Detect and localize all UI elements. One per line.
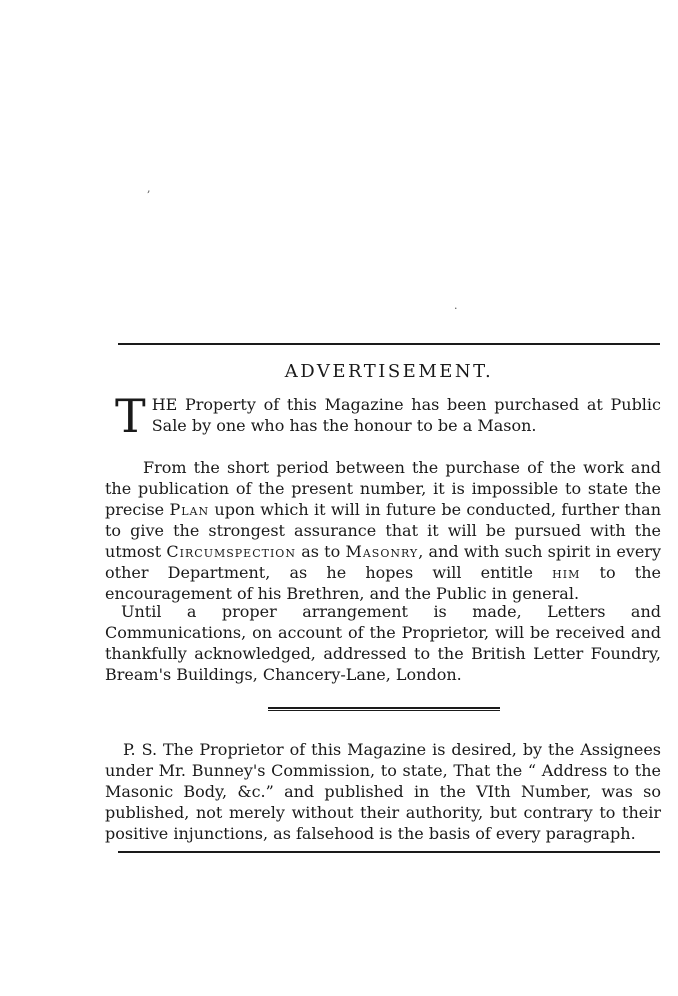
paragraph-1 [105, 389, 661, 443]
him-smallcaps: him [552, 563, 581, 582]
paragraph-1-text: HE Property of this Magazine has been purchased at Public Sale by one who has the honour to be a Mason. [151, 395, 661, 435]
paragraph-3: Until a proper arrangement is made, Letters and Communications, on account of the Proprietor, will be received and thankfully acknowledged, addressed to the British Letter Foundry, Bream's Buildings, Chancery-Lane, London. [105, 602, 661, 684]
paragraph-2-text-a: From the short period between the purchase of the work and the publication of the present number, it is impossible to state the precise [105, 458, 661, 519]
masonry-smallcaps: Masonry [345, 542, 419, 561]
top-rule [118, 343, 660, 345]
paragraph-2-text-d: , and with such spirit in every other Department, as he hopes will entitle [105, 542, 661, 582]
circumspection-smallcaps: Circumspection [166, 542, 296, 561]
paragraph-2-text-e: to the encouragement of his Brethren, and the Public in general. [105, 563, 662, 603]
section-divider [268, 707, 500, 711]
plan-smallcaps: Plan [169, 500, 210, 519]
bottom-rule [118, 851, 660, 853]
ink-speck: . [454, 299, 458, 312]
ink-speck: , [147, 182, 151, 195]
drop-cap: T [115, 389, 146, 443]
postscript: P. S. The Proprietor of this Magazine is desired, by the Assignees under Mr. Bunney's Commission, to state, That the “ Address to the Masonic Body, &c.” and published in the VIth Number, was so published, not merely without their authority, but contrary to their positive injunctions, as falsehood is the basis of every paragraph. [105, 740, 661, 843]
paragraph-2 [105, 457, 661, 604]
page-title: ADVERTISEMENT. [284, 361, 494, 382]
paragraph-2-text-b: upon which it will in future be conducted, further than to give the strongest assurance that it will be pursued with the utmost [105, 500, 662, 561]
paragraph-2-text-c: as to [295, 542, 346, 561]
